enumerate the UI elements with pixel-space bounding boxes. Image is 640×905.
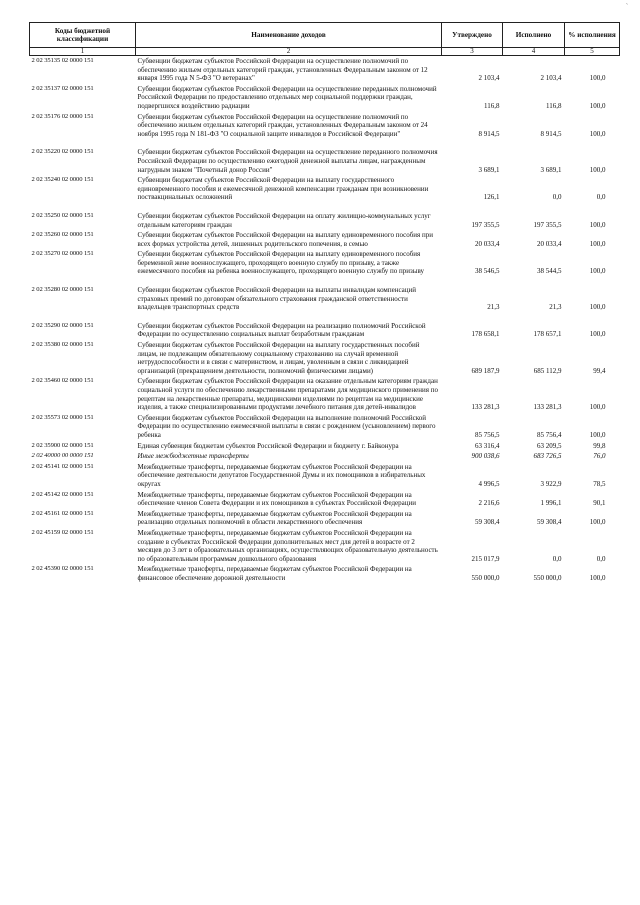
row-approved: 2 103,4 xyxy=(478,74,500,83)
row-percent: 100,0 xyxy=(589,101,606,110)
row-executed: 133 281,3 xyxy=(533,403,562,412)
row-name: Субвенции бюджетам субъектов Российской Федерации на осуществление переданных полномочий Российской Федерации по предоставлению отдельных мер социальной поддержки граждан, подвергшихся воздействию радиации xyxy=(137,84,437,110)
row-code: 2 02 35137 02 0000 151 xyxy=(31,84,94,92)
table-row xyxy=(30,490,620,509)
row-approved: 20 033,4 xyxy=(475,239,500,248)
row-percent: 99,4 xyxy=(593,366,606,375)
column-number: 3 xyxy=(442,48,503,56)
table-row xyxy=(30,441,620,452)
table-row xyxy=(30,340,620,376)
row-name: Субвенции бюджетам субъектов Российской Федерации на выплату государственных пособий лицам, не подлежащим обязательному социальному страхованию на случай временной нетрудоспособности и в связи с материнством, и лицам, уволенным в связи с ликвидацией организаций (прекращением деятельности, полномочий физическими лицами) xyxy=(137,341,420,375)
row-name: Межбюджетные трансферты, передаваемые бюджетам субъектов Российской Федерации на обеспечение членов Совета Федерации и их помощников в субъектах Российской Федерации xyxy=(137,490,417,508)
row-name: Субвенции бюджетам субъектов Российской Федерации на осуществление переданного полномочия Российской Федерации по осуществлению ежегодной денежной выплаты лицам, награжденным нагрудным знаком "Почетный донор России" xyxy=(137,148,438,174)
row-approved: 59 308,4 xyxy=(475,518,500,527)
row-percent: 0,0 xyxy=(596,193,606,202)
table-header-row xyxy=(30,23,620,48)
budget-revenue-table xyxy=(29,22,620,583)
row-percent: 100,0 xyxy=(589,165,606,174)
row-name: Субвенции бюджетам субъектов Российской Федерации на осуществление полномочий по обеспечению жильем отдельных категорий граждан, установленных Федеральным законом от 24 ноября 1995 года N 181-ФЗ "О социальной защите инвалидов в Российской Федерации" xyxy=(137,112,428,138)
table-row xyxy=(30,249,620,277)
table-row xyxy=(30,203,620,230)
column-number: 5 xyxy=(565,48,620,56)
row-name: Межбюджетные трансферты, передаваемые бюджетам субъектов Российской Федерации на финансовое обеспечение дорожной деятельности xyxy=(137,565,412,582)
row-executed: 197 355,5 xyxy=(533,220,562,229)
table-row xyxy=(30,462,620,490)
row-percent: 100,0 xyxy=(589,430,606,439)
table-row xyxy=(30,509,620,528)
row-approved: 689 187,9 xyxy=(471,366,500,375)
row-name: Субвенции бюджетам субъектов Российской Федерации на выплату единовременного пособия беременной жене военнослужащего, проходящего военную службу по призыву, а также ежемесячного пособия на ребенка военнослужащего, проходящего военную службу по призыву xyxy=(137,250,425,276)
row-percent: 99,8 xyxy=(593,441,606,450)
row-percent: 76,0 xyxy=(593,452,606,461)
table-row xyxy=(30,313,620,340)
row-approved: 2 216,6 xyxy=(478,499,500,508)
row-code: 2 02 35573 02 0000 151 xyxy=(31,413,94,421)
row-code: 2 02 35280 02 0000 151 xyxy=(31,286,94,294)
row-name: Межбюджетные трансферты, передаваемые бюджетам субъектов Российской Федерации на создание в субъектах Российской Федерации дополнительных мест для детей в возрасте от 2 месяцев до 3 лет в образовательных организациях, осуществляющих образовательную деятельность по образовательным программам дошкольного образования xyxy=(137,528,438,563)
row-executed: 38 544,5 xyxy=(537,267,562,276)
row-approved: 197 355,5 xyxy=(471,220,500,229)
column-number: 4 xyxy=(503,48,565,56)
scan-mark: ` xyxy=(626,4,628,10)
row-approved: 215 017,9 xyxy=(471,554,500,563)
row-code: 2 02 35900 02 0000 151 xyxy=(31,441,94,449)
header-approved: Утверждено xyxy=(442,23,503,48)
row-name: Субвенции бюджетам субъектов Российской Федерации на оплату жилищно-коммунальных услуг отдельным категориям граждан xyxy=(137,211,431,229)
row-name: Субвенции бюджетам субъектов Российской Федерации на выплату единовременного пособия при всех формах устройства детей, лишенных родительского попечения, в семью xyxy=(137,231,434,248)
row-approved: 38 546,5 xyxy=(475,267,500,276)
row-executed: 685 112,9 xyxy=(533,366,562,375)
table-row xyxy=(30,56,620,84)
row-percent: 100,0 xyxy=(589,267,606,276)
row-approved: 126,1 xyxy=(483,193,500,202)
table-row xyxy=(30,230,620,249)
row-code: 2 02 35176 02 0000 151 xyxy=(31,112,94,120)
row-code: 2 02 35270 02 0000 151 xyxy=(31,250,94,258)
table-row xyxy=(30,451,620,462)
row-name: Субвенции бюджетам субъектов Российской Федерации на реализацию полномочий Российской Федерации по осуществлению социальных выплат безработным гражданам xyxy=(137,321,426,339)
row-executed: 550 000,0 xyxy=(533,573,562,582)
row-percent: 100,0 xyxy=(589,330,606,339)
row-code: 2 02 35260 02 0000 151 xyxy=(31,231,94,239)
row-percent: 100,0 xyxy=(589,129,606,138)
row-name: Межбюджетные трансферты, передаваемые бюджетам субъектов Российской Федерации на обеспечение деятельности депутатов Государственной Думы и их помощников в избирательных округах xyxy=(137,462,426,488)
row-approved: 178 658,1 xyxy=(471,330,500,339)
row-executed: 116,8 xyxy=(546,101,562,110)
row-name: Субвенции бюджетам субъектов Российской Федерации на выплаты инвалидам компенсаций страховых премий по договорам обязательного страхования гражданской ответственности владельцев транспортных средств xyxy=(137,286,416,312)
row-name: Субвенции бюджетам субъектов Российской Федерации на выполнение полномочий Российской Федерации по осуществлению ежемесячной выплаты в связи с рождением (усыновлением) первого ребенка xyxy=(137,413,436,439)
row-approved: 8 914,5 xyxy=(478,129,500,138)
table-row xyxy=(30,277,620,313)
header-name: Наименование доходов xyxy=(136,23,442,48)
column-number: 1 xyxy=(30,48,136,56)
row-code: 2 02 45159 02 0000 151 xyxy=(31,528,94,536)
row-name: Иные межбюджетные трансферты xyxy=(137,452,249,461)
row-executed: 21,3 xyxy=(549,303,562,312)
row-percent: 100,0 xyxy=(589,74,606,83)
header-code: Коды бюджетной классификации xyxy=(30,23,136,48)
row-approved: 116,8 xyxy=(484,101,500,110)
row-executed: 20 033,4 xyxy=(537,239,562,248)
row-executed: 3 922,9 xyxy=(540,479,562,488)
row-approved: 85 756,5 xyxy=(475,430,500,439)
row-executed: 8 914,5 xyxy=(540,129,562,138)
row-code: 2 02 45161 02 0000 151 xyxy=(31,509,94,517)
row-approved: 63 316,4 xyxy=(475,441,500,450)
row-percent: 100,0 xyxy=(589,403,606,412)
row-name: Единая субвенция бюджетам субъектов Российской Федерации и бюджету г. Байконура xyxy=(137,441,399,450)
row-percent: 100,0 xyxy=(589,573,606,582)
row-name: Межбюджетные трансферты, передаваемые бюджетам субъектов Российской Федерации на реализацию отдельных полномочий в области лекарственного обеспечения xyxy=(137,509,412,527)
column-number-row xyxy=(30,48,620,56)
table-row xyxy=(30,175,620,203)
row-percent: 100,0 xyxy=(589,239,606,248)
row-executed: 683 726,5 xyxy=(533,452,562,461)
row-name: Субвенции бюджетам субъектов Российской Федерации на выплату государственного единовременного пособия и ежемесячной денежной компенсации гражданам при возникновении поствакцинальных осложнений xyxy=(137,176,429,202)
column-number: 2 xyxy=(136,48,442,56)
row-percent: 78,5 xyxy=(593,479,606,488)
row-approved: 21,3 xyxy=(487,303,500,312)
row-code: 2 02 35240 02 0000 151 xyxy=(31,176,94,184)
row-approved: 900 038,6 xyxy=(471,452,500,461)
row-percent: 90,1 xyxy=(593,499,606,508)
row-executed: 63 209,5 xyxy=(537,441,562,450)
row-executed: 59 308,4 xyxy=(537,518,562,527)
table-row xyxy=(30,528,620,564)
row-executed: 2 103,4 xyxy=(540,74,562,83)
row-name: Субвенции бюджетам субъектов Российской Федерации на оказание отдельным категориям граждан социальной услуги по обеспечению лекарственными препаратами для медицинского применения по рецептам на лекарственные препараты, медицинскими изделиями по рецептам на медицинские изделия, а также специализированными продуктами лечебного питания для детей-инвалидов xyxy=(137,377,438,412)
row-executed: 0,0 xyxy=(552,193,562,202)
row-percent: 100,0 xyxy=(589,518,606,527)
row-code: 2 02 35135 02 0000 151 xyxy=(31,57,94,64)
row-approved: 133 281,3 xyxy=(471,403,500,412)
row-code: 2 02 40000 00 0000 151 xyxy=(31,452,94,460)
row-code: 2 02 45390 02 0000 151 xyxy=(31,565,94,573)
table-row xyxy=(30,84,620,112)
row-percent: 100,0 xyxy=(589,303,606,312)
row-code: 2 02 45141 02 0000 151 xyxy=(31,462,94,470)
row-code: 2 02 35250 02 0000 151 xyxy=(31,211,94,219)
row-percent: 0,0 xyxy=(596,554,606,563)
row-code: 2 02 35290 02 0000 151 xyxy=(31,321,94,329)
table-row xyxy=(30,112,620,140)
row-approved: 4 996,5 xyxy=(478,479,500,488)
row-executed: 1 996,1 xyxy=(540,499,562,508)
table-row xyxy=(30,564,620,583)
header-percent: % исполнения xyxy=(565,23,620,48)
row-executed: 85 756,4 xyxy=(537,430,562,439)
row-code: 2 02 35380 02 0000 151 xyxy=(31,341,94,349)
row-code: 2 02 45142 02 0000 151 xyxy=(31,490,94,498)
row-approved: 3 689,1 xyxy=(478,165,500,174)
row-name: Субвенции бюджетам субъектов Российской Федерации на осуществление полномочий по обеспечению жильем отдельных категорий граждан, установленных Федеральным законом от 12 января 1995 года N 5-ФЗ "О ветеранах" xyxy=(137,57,428,83)
row-executed: 3 689,1 xyxy=(540,165,562,174)
row-percent: 100,0 xyxy=(589,220,606,229)
table-row xyxy=(30,139,620,175)
row-code: 2 02 35460 02 0000 151 xyxy=(31,377,94,385)
row-approved: 550 000,0 xyxy=(471,573,500,582)
table-row xyxy=(30,413,620,441)
row-code: 2 02 35220 02 0000 151 xyxy=(31,148,94,156)
row-executed: 0,0 xyxy=(552,554,562,563)
table-row xyxy=(30,376,620,412)
header-executed: Исполнено xyxy=(503,23,565,48)
row-executed: 178 657,1 xyxy=(533,330,562,339)
